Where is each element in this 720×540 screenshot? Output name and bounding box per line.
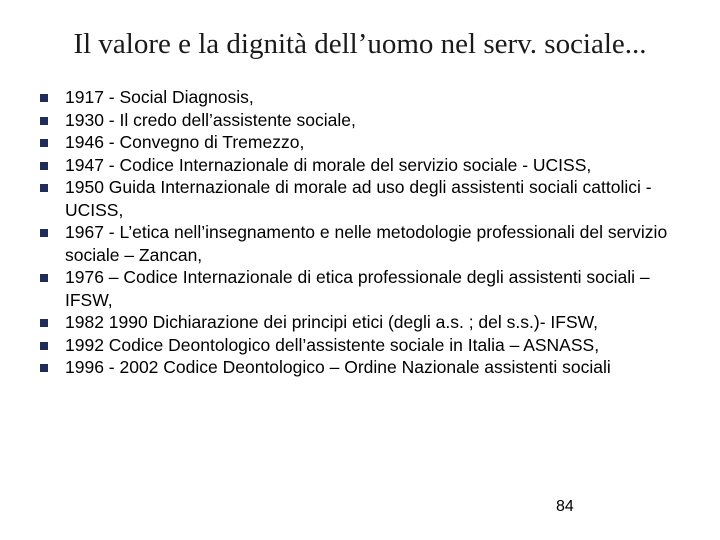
list-item [40,311,680,334]
list-item [40,86,680,109]
list-item-text: 1982 1990 Dichiarazione dei principi etici (degli a.s. ; del s.s.)- IFSW, [65,312,599,332]
square-bullet-icon [40,229,48,237]
square-bullet-icon [40,274,48,282]
list-item-text: 1917 - Social Diagnosis, [65,87,254,107]
list-item [40,154,680,177]
square-bullet-icon [40,342,48,350]
list-item-text: 1996 - 2002 Codice Deontologico – Ordine Nazionale assistenti sociali [65,357,611,377]
list-item-text: 1930 - Il credo dell’assistente sociale, [65,109,356,130]
list-item [40,356,680,379]
square-bullet-icon [40,117,48,125]
list-item [40,109,680,132]
square-bullet-icon [40,364,48,372]
square-bullet-icon [40,184,48,192]
square-bullet-icon [40,319,48,327]
list-item-text: 1947 - Codice Internazionale di morale del servizio sociale - UCISS, [65,154,592,175]
list-item-text: 1946 - Convegno di Tremezzo, [65,132,305,152]
bullet-list [40,86,680,379]
list-item-text: 1992 Codice Deontologico dell’assistente sociale in Italia – ASNASS, [65,334,600,355]
list-item [40,176,680,221]
square-bullet-icon [40,162,48,170]
list-item [40,221,680,266]
square-bullet-icon [40,139,48,147]
list-item [40,334,680,357]
list-item-text: 1967 - L’etica nell’insegnamento e nelle metodologie professionali del servizio sociale – Zancan, [65,222,668,265]
list-item [40,131,680,154]
square-bullet-icon [40,94,48,102]
list-item [40,266,680,311]
page-number: 84 [556,498,574,515]
slide-title: Il valore e la dignità dell’uomo nel serv. sociale... [73,28,647,60]
list-item-text: 1976 – Codice Internazionale di etica professionale degli assistenti sociali – IFSW, [65,267,650,310]
list-item-text: 1950 Guida Internazionale di morale ad uso degli assistenti sociali cattolici - UCISS, [65,177,652,220]
